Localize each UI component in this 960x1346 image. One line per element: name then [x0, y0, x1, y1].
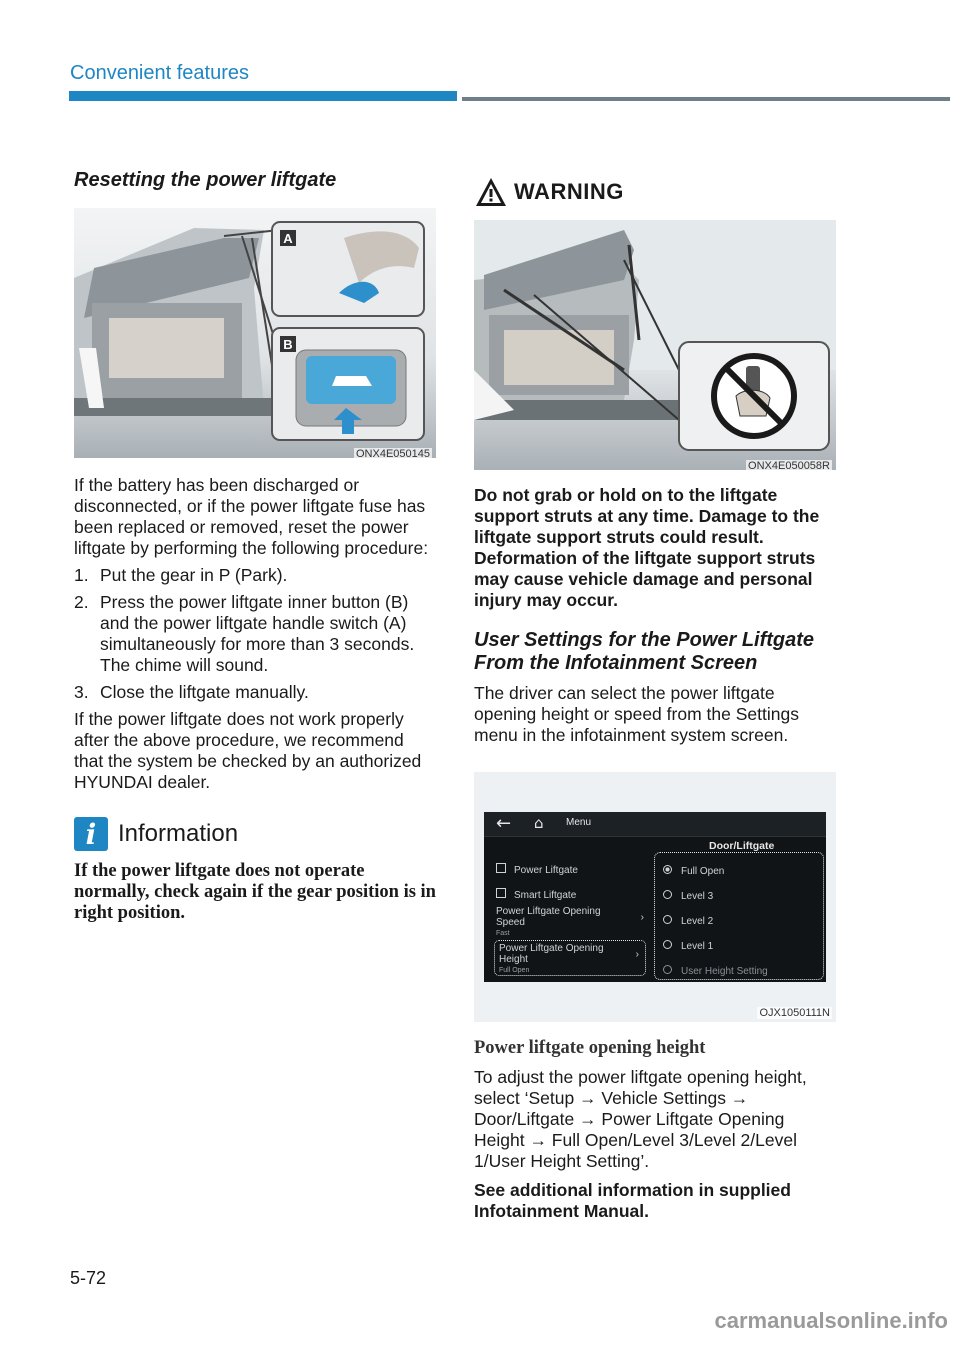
- procedure-steps: [74, 565, 436, 703]
- option-level-1[interactable]: Level 1: [663, 934, 768, 959]
- settings-item-power-liftgate[interactable]: Power Liftgate: [496, 858, 578, 883]
- settings-item-opening-speed[interactable]: Power Liftgate Opening Speed Fast ›: [496, 906, 644, 937]
- settings-item-opening-height[interactable]: Power Liftgate Opening Height Full Open ›: [494, 940, 646, 976]
- figure-code: OJX1050111N: [759, 1007, 830, 1019]
- watermark: carmanualsonline.info: [714, 1308, 948, 1333]
- information-text: If the power liftgate does not operate normally, check again if the gear position is in right position.: [74, 861, 436, 923]
- step-item: 1. Put the gear in P (Park).: [74, 565, 288, 585]
- user-settings-heading: User Settings for the Power Liftgate From the Infotainment Screen: [474, 629, 815, 674]
- option-user-height-setting[interactable]: User Height Setting: [663, 959, 768, 984]
- step-item: 3. Close the liftgate manually.: [74, 682, 309, 702]
- option-level-2[interactable]: Level 2: [663, 909, 768, 934]
- closing-paragraph: If the power liftgate does not work properly after the above procedure, we recommend that the system be checked by an authorized HYUNDAI dealer.: [74, 709, 422, 792]
- right-column: [474, 168, 836, 1222]
- chevron-right-icon: ›: [640, 912, 644, 923]
- radio-selected-icon: [663, 865, 672, 874]
- menu-label[interactable]: Menu: [566, 817, 592, 828]
- callout-label-a: A: [283, 231, 293, 246]
- warning-text: Do not grab or hold on to the liftgate support struts at any time. Damage to the liftgate support struts could result. Deformation of the liftgate support struts may cause vehicle damage and personal injury may occur.: [474, 485, 820, 610]
- header-section-title: Convenient features: [70, 62, 250, 84]
- chevron-right-icon: ›: [635, 949, 639, 960]
- header-bar-accent: [69, 91, 457, 101]
- warning-title: WARNING: [514, 179, 624, 204]
- home-icon[interactable]: ⌂: [534, 814, 544, 832]
- radio-icon: [663, 940, 672, 949]
- opening-height-text: To adjust the power liftgate opening height, select ‘Setup → Vehicle Settings → Door/Liftgate → Power Liftgate Opening Height → Full Open/Level 3/Level 2/Level 1/User Height Setting’.: [474, 1067, 807, 1171]
- infotainment-screen-figure: [474, 772, 836, 1022]
- radio-icon: [663, 890, 672, 899]
- height-options-panel: [654, 852, 824, 980]
- information-box-header: [74, 817, 436, 851]
- warning-triangle-icon: [474, 176, 508, 208]
- callout-label-b: B: [283, 337, 293, 352]
- option-full-open[interactable]: Full Open: [663, 859, 768, 884]
- left-column: [74, 168, 436, 924]
- liftgate-reset-figure: [74, 208, 436, 463]
- settings-left-list: [496, 858, 578, 908]
- section-heading: Resetting the power liftgate: [74, 169, 337, 191]
- header-bar-rule: [462, 97, 950, 101]
- intro-paragraph: If the battery has been discharged or disconnected, or if the power liftgate fuse has been replaced or removed, reset the power liftgate by performing the following procedure:: [74, 475, 429, 558]
- checkbox-icon: [496, 888, 506, 898]
- warning-header: [474, 176, 836, 208]
- back-arrow-icon[interactable]: ←: [496, 813, 512, 834]
- infotainment-screen: [484, 812, 826, 982]
- checkbox-icon: [496, 863, 506, 873]
- info-icon: i: [74, 817, 108, 851]
- radio-icon: [663, 965, 672, 974]
- screen-top-bar: [484, 812, 826, 837]
- information-title: Information: [118, 820, 239, 847]
- panel-title: Door/Liftgate: [709, 840, 775, 852]
- radio-icon: [663, 915, 672, 924]
- step-item: 2. Press the power liftgate inner button (B) and the power liftgate handle switch (A) simultaneously for more than 3 seconds. The chime will sound.: [74, 592, 415, 675]
- opening-height-heading: Power liftgate opening height: [474, 1038, 706, 1058]
- figure-code: ONX4E050058R: [748, 460, 830, 472]
- option-level-3[interactable]: Level 3: [663, 884, 768, 909]
- support-strut-figure: [474, 220, 836, 475]
- infotainment-manual-note: See additional information in supplied Infotainment Manual.: [474, 1180, 791, 1221]
- settings-item-smart-liftgate[interactable]: Smart Liftgate: [496, 883, 578, 908]
- user-settings-text: The driver can select the power liftgate opening height or speed from the Settings menu in the infotainment system screen.: [474, 683, 799, 745]
- figure-code: ONX4E050145: [356, 448, 430, 460]
- page-number: 5-72: [70, 1268, 107, 1288]
